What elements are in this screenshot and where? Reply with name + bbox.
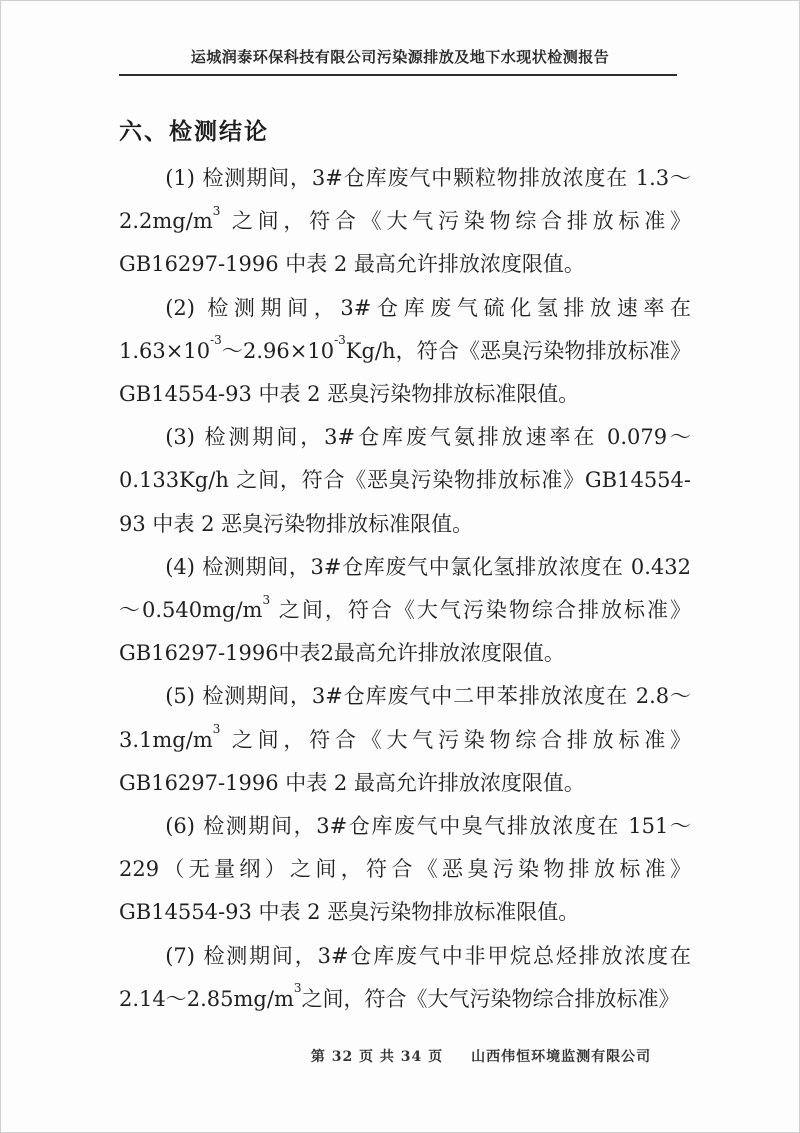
footer-company: 山西伟恒环境监测有限公司 <box>471 1049 652 1065</box>
text-run: (4) 检测期间，3#仓库废气中氯化氢排放浓度在 0.432～0.540mg/m <box>119 554 691 623</box>
text-run: (5) 检测期间，3#仓库废气中二甲苯排放浓度在 2.8～3.1mg/m <box>119 684 691 752</box>
superscript: 3 <box>212 722 221 737</box>
text-run: (1) 检测期间，3#仓库废气中颗粒物排放浓度在 1.3～2.2mg/m <box>119 166 691 234</box>
text-run: 之间，符合《大气污染物综合排放标准》GB16297-1996 中表 2 最高允许排放浓度限值。 <box>119 209 691 277</box>
page-header <box>1 1 799 76</box>
conclusion-paragraph <box>119 157 691 287</box>
conclusion-paragraph <box>119 287 691 417</box>
text-run: Kg/h，符合《恶臭污染物排放标准》GB14554-93 中表 2 恶臭污染物排放标准限值。 <box>119 338 692 407</box>
text-run: 之间，符合《大气污染物综合排放标准》GB16297-1996 中表 2 最高允许排放浓度限值。 <box>119 727 691 795</box>
superscript: -3 <box>334 333 346 348</box>
report-header-title: 运城润泰环保科技有限公司污染源排放及地下水现状检测报告 <box>190 48 610 66</box>
superscript: -3 <box>210 333 222 348</box>
text-run: ～2.96×10 <box>221 338 335 363</box>
superscript: 3 <box>293 981 302 996</box>
conclusion-paragraph <box>119 935 691 1021</box>
text-run: (2) 检测期间，3#仓库废气硫化氢排放速率在 1.63×10 <box>119 295 691 363</box>
header-divider <box>119 74 677 76</box>
text-run: (6) 检测期间，3#仓库废气中臭气排放浓度在 151～229（无量纲）之间，符合《恶臭污染物排放标准》GB14554-93 中表 2 恶臭污染物排放标准限值。 <box>119 814 691 925</box>
page-footer <box>1 1046 799 1066</box>
superscript: 3 <box>262 592 271 607</box>
conclusion-paragraph <box>119 546 691 676</box>
superscript: 3 <box>212 203 221 218</box>
text-run: (3) 检测期间，3#仓库废气氨排放速率在 0.079～0.133Kg/h 之间，符合《恶臭污染物排放标准》GB14554-93 中表 2 恶臭污染物排放标准限值。 <box>119 425 691 536</box>
conclusion-paragraphs <box>119 157 691 1021</box>
conclusion-paragraph <box>119 416 691 546</box>
conclusion-paragraph <box>119 675 691 805</box>
text-run: (7) 检测期间，3#仓库废气中非甲烷总烃排放浓度在 2.14～2.85mg/m <box>119 943 691 1011</box>
text-run: 之间，符合《大气污染物综合排放标准》GB16297-1996中表2最高允许排放浓度限值。 <box>119 598 691 666</box>
conclusion-paragraph <box>119 805 691 935</box>
page-number: 第 32 页 共 34 页 <box>310 1049 444 1065</box>
text-run: 之间，符合《大气污染物综合排放标准》 <box>301 986 680 1011</box>
section-title: 六、检测结论 <box>119 118 269 145</box>
report-body <box>1 113 799 1021</box>
